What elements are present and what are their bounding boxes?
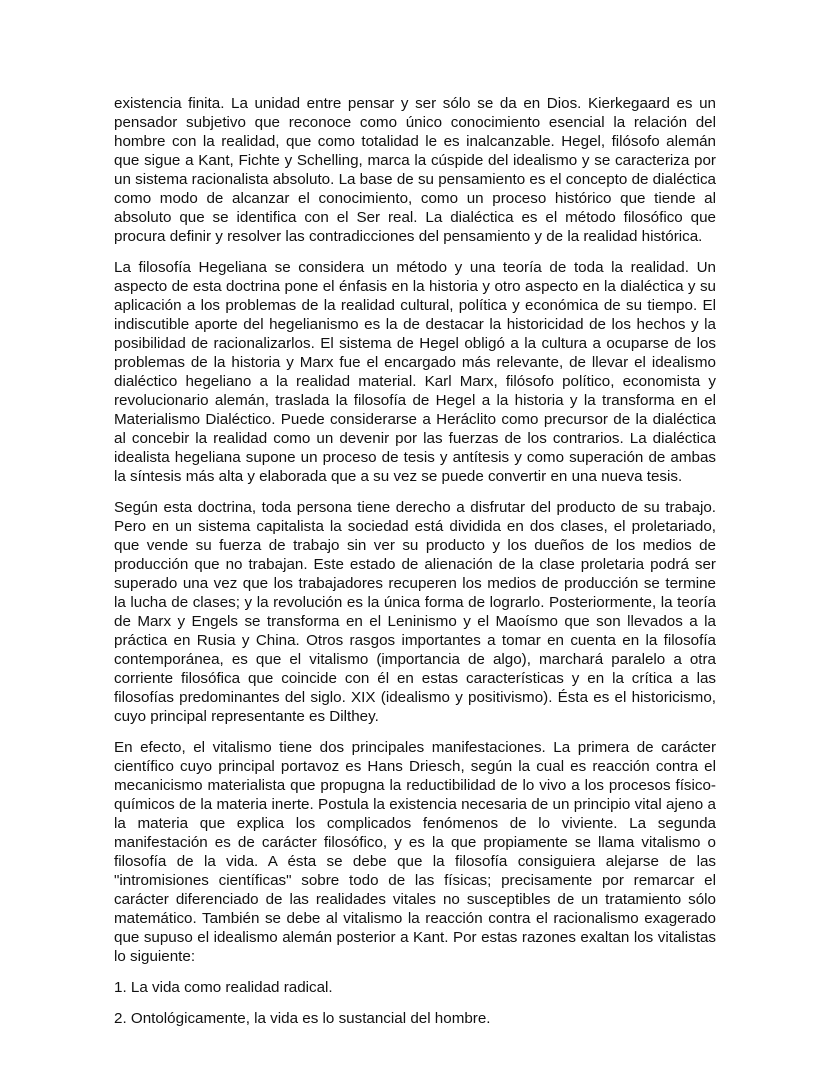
list-item: 1. La vida como realidad radical.	[114, 979, 333, 996]
paragraph-vitalism: En efecto, el vitalismo tiene dos principales manifestaciones. La primera de carácter científico cuyo principal portavoz es Hans Driesch, según la cual es reacción contra el mecanicismo materialista que propugna la reductibilidad de lo vivo a los procesos físico-químicos de la materia inerte. Postula la existencia necesaria de un principio vital ajeno a la materia que explica los complicados fenómenos de lo viviente. La segunda manifestación es de carácter filosófico, y es la que propiamente se llama vitalismo o filosofía de la vida. A ésta se debe que la filosofía consiguiera alejarse de las "intromisiones científicas" sobre todo de las físicas; precisamente por remarcar el carácter diferenciado de las realidades vitales no susceptibles de un tratamiento sólo matemático. También se debe al vitalismo la reacción contra el racionalismo exagerado que supuso el idealismo alemán posterior a Kant. Por estas razones exaltan los vitalistas lo siguiente:	[114, 739, 716, 965]
list-item: 2. Ontológicamente, la vida es lo sustancial del hombre.	[114, 1010, 491, 1027]
paragraph-marxist-doctrine: Según esta doctrina, toda persona tiene derecho a disfrutar del producto de su trabajo. Pero en un sistema capitalista la sociedad está dividida en dos clases, el proletariado, que vende su fuerza de trabajo sin ver su producto y los dueños de los medios de producción que no trabajan. Este estado de alienación de la clase proletaria podrá ser superado una vez que los trabajadores recuperen los medios de producción se termine la lucha de clases; y la revolución es la única forma de lograrlo. Posteriormente, la teoría de Marx y Engels se transforma en el Leninismo y el Maoísmo que son llevados a la práctica en Rusia y China. Otros rasgos importantes a tomar en cuenta en la filosofía contemporánea, es que el vitalismo (importancia de algo), marchará paralelo a otra corriente filosófica que coincide con él en estas características y en la crítica a las filosofías predominantes del siglo. XIX (idealismo y positivismo). Ésta es el historicismo, cuyo principal representante es Dilthey.	[114, 499, 716, 725]
paragraph-hegelian-philosophy: La filosofía Hegeliana se considera un método y una teoría de toda la realidad. Un aspecto de esta doctrina pone el énfasis en la historia y otro aspecto en la dialéctica y su aplicación a los problemas de la realidad cultural, política y económica de su tiempo. El indiscutible aporte del hegelianismo es la de destacar la historicidad de los hechos y la posibilidad de racionalizarlos. El sistema de Hegel obligó a la cultura a ocuparse de los problemas de la historia y Marx fue el encargado más relevante, de llevar el idealismo dialéctico hegeliano a la realidad material. Karl Marx, filósofo político, economista y revolucionario alemán, traslada la filosofía de Hegel a la historia y la transforma en el Materialismo Dialéctico. Puede considerarse a Heráclito como precursor de la dialéctica al concebir la realidad como un devenir por las fuerzas de los contrarios. La dialéctica idealista hegeliana supone un proceso de tesis y antítesis y como superación de ambas la síntesis más alta y elaborada que a su vez se puede convertir en una nueva tesis.	[114, 259, 716, 485]
document-page	[114, 94, 716, 1040]
paragraph-hegel-dialectic: existencia finita. La unidad entre pensar y ser sólo se da en Dios. Kierkegaard es un pensador subjetivo que reconoce como único conocimiento esencial la relación del hombre con la realidad, que como totalidad le es inalcanzable. Hegel, filósofo alemán que sigue a Kant, Fichte y Schelling, marca la cúspide del idealismo y se caracteriza por un sistema racionalista absoluto. La base de su pensamiento es el concepto de dialéctica como modo de alcanzar el conocimiento, como un proceso histórico que tiende al absoluto que se identifica con el Ser real. La dialéctica es el método filosófico que procura definir y resolver las contradicciones del pensamiento y de la realidad histórica.	[114, 95, 716, 245]
